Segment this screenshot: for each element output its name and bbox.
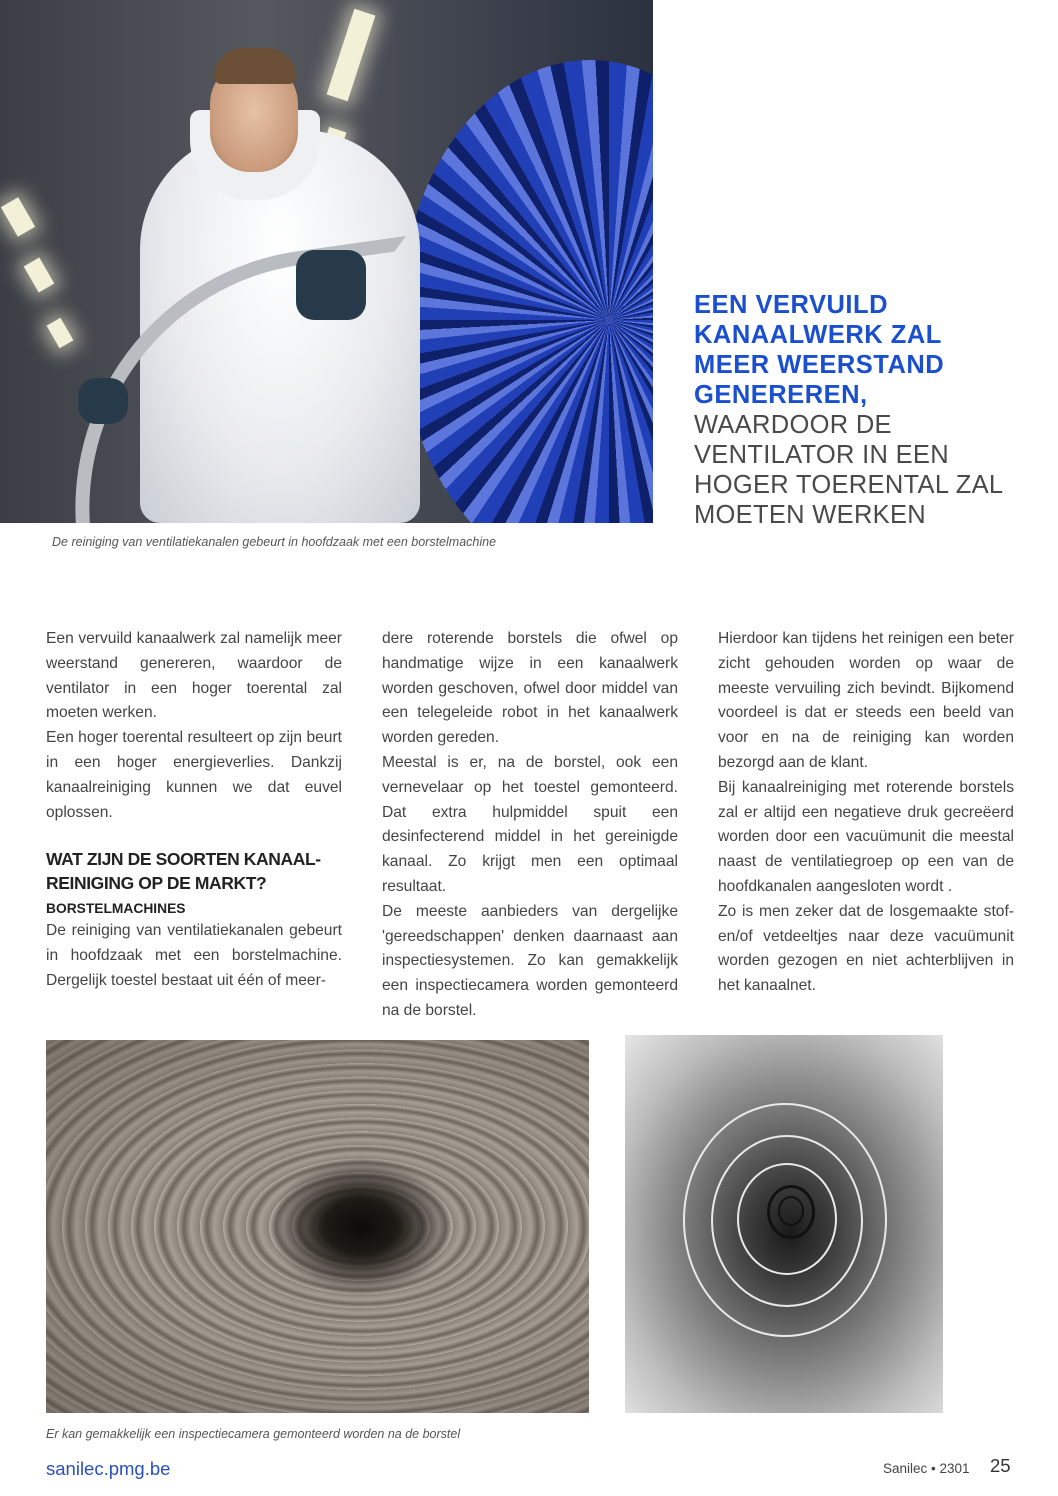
pull-quote-light-line: VENTILATOR IN EEN <box>694 441 949 469</box>
paragraph: Een vervuild kanaalwerk zal namelijk meer weerstand genereren, waardoor de ventilator in een hoger toerental zal moeten werken. <box>46 630 342 722</box>
paragraph: Bij kanaalreiniging met roterende borstels zal er altijd een negatieve druk gecreëerd worden door een vacuümunit die meestal naast de ventilatiegroep op een van de hoofdkanalen aangesloten wordt . <box>718 778 1014 895</box>
clean-duct-photo <box>625 1035 943 1413</box>
pull-quote-bold-line: MEER WEERSTAND <box>694 351 945 379</box>
section-subheading: BORSTELMACHINES <box>46 901 186 917</box>
pull-quote-light-line: MOETEN WERKEN <box>694 501 926 529</box>
section-heading: WAT ZIJN DE SOORTEN KANAAL-REINIGING OP DE MARKT? <box>46 849 321 894</box>
paragraph: Een hoger toerental resulteert op zijn beurt in een hoger energieverlies. Dankzij kanaalreiniging kunnen we dat euvel oplossen. <box>46 729 342 821</box>
pull-quote-bold-line: KANAALWERK ZAL <box>694 321 942 349</box>
column-2 <box>382 627 678 1024</box>
footer-magazine-issue: Sanilec • 2301 <box>883 1461 970 1476</box>
pull-quote <box>694 290 1034 530</box>
paragraph: Zo is men zeker dat de losgemaakte stof-en/of vetdeeltjes naar deze vacuümunit worden gezogen en niet achterblijven in het kanaalnet. <box>718 902 1014 995</box>
paragraph: Meestal is er, na de borstel, ook een vernevelaar op het toestel gemonteerd. Dat extra hulpmiddel spuit een desinfecterend middel in het gereinigde kanaal. Zo krijgt men een optimaal resultaat. <box>382 753 678 895</box>
dirty-duct-photo <box>46 1040 589 1413</box>
paragraph: De reiniging van ventilatiekanalen gebeurt in hoofdzaak met een borstelmachine. Dergelijk toestel bestaat uit één of meer- <box>46 922 342 989</box>
pull-quote-bold-line: GENEREREN, <box>694 381 868 409</box>
column-1 <box>46 627 342 994</box>
paragraph: dere roterende borstels die ofwel op handmatige wijze in een kanaalwerk worden geschoven, ofwel door middel van een telegeleide robot in het kanaalwerk worden gereden. <box>382 630 678 747</box>
pull-quote-bold-line: EEN VERVUILD <box>694 291 888 319</box>
paragraph: Hierdoor kan tijdens het reinigen een beter zicht gehouden worden op waar de meeste vervuiling zich bevindt. Bijkomend voordeel is dat er steeds een beeld van voor en na de reiniging kan worden bezorgd aan de klant. <box>718 630 1014 771</box>
column-3 <box>718 627 1014 999</box>
bottom-caption: Er kan gemakkelijk een inspectiecamera gemonteerd worden na de borstel <box>46 1427 461 1441</box>
hero-caption: De reiniging van ventilatiekanalen gebeurt in hoofdzaak met een borstelmachine <box>52 535 497 549</box>
pull-quote-light-line: HOGER TOERENTAL ZAL <box>694 471 1004 499</box>
footer-website-link[interactable]: sanilec.pmg.be <box>46 1458 171 1479</box>
paragraph: De meeste aanbieders van dergelijke 'gereedschappen' denken daarnaast aan inspectiesystemen. Zo kan gemakkelijk een inspectiecamera worden gemonteerd na de borstel. <box>382 902 678 1019</box>
hero-photo <box>0 0 653 523</box>
pull-quote-light-line: WAARDOOR DE <box>694 411 892 439</box>
page-number: 25 <box>990 1455 1011 1476</box>
